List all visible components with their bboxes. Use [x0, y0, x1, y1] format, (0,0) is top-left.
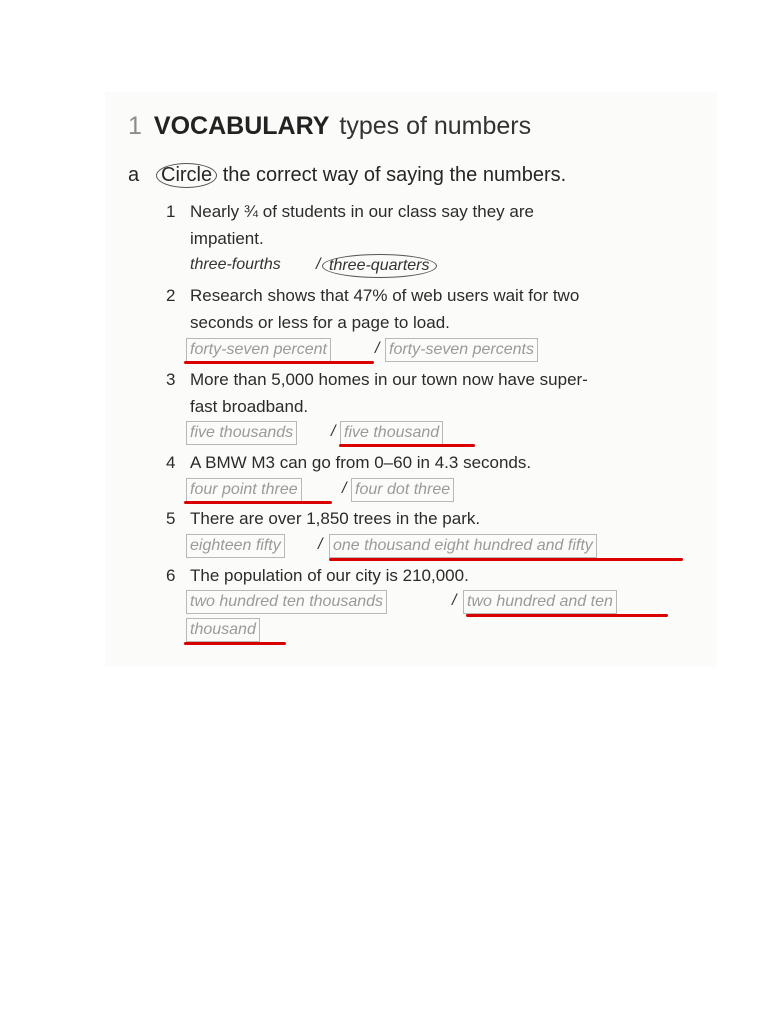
exercise-letter: a: [128, 164, 140, 186]
answer-option[interactable]: five thousands: [186, 421, 297, 445]
option-separator: /: [316, 256, 321, 273]
item-number: 2: [166, 286, 176, 305]
item-number: 5: [166, 509, 176, 528]
item-text-line: More than 5,000 homes in our town now have super-: [190, 370, 588, 389]
item-number: 4: [166, 453, 176, 472]
item-text-line: Research shows that 47% of web users wait for two: [190, 286, 580, 305]
option-separator: /: [331, 423, 336, 440]
option-separator: /: [342, 480, 347, 497]
item-text-line: There are over 1,850 trees in the park.: [190, 509, 481, 528]
answer-option-circled[interactable]: three-quarters: [322, 254, 437, 278]
instruction-text: the correct way of saying the numbers.: [222, 164, 567, 186]
item-text-line: Nearly ¾ of students in our class say they are: [190, 202, 534, 221]
answer-option[interactable]: two hundred ten thousands: [186, 590, 387, 614]
section-subtitle: types of numbers: [339, 112, 532, 140]
section-number: 1: [128, 112, 142, 140]
section-heading: [128, 112, 531, 141]
selected-answer-underline: [466, 614, 668, 617]
selected-answer-underline: [339, 444, 475, 447]
answer-option[interactable]: four point three: [186, 478, 302, 502]
circled-word: Circle: [156, 163, 217, 188]
answer-option[interactable]: two hundred and ten: [463, 590, 617, 614]
exercise-instruction: [128, 163, 566, 188]
option-separator: /: [318, 536, 323, 553]
selected-answer-underline: [329, 558, 683, 561]
answer-option-continued[interactable]: thousand: [186, 618, 260, 642]
item-number: 3: [166, 370, 176, 389]
selected-answer-underline: [184, 501, 332, 504]
item-number: 6: [166, 566, 176, 585]
option-separator: /: [375, 340, 380, 357]
item-text-line: The population of our city is 210,000.: [190, 566, 469, 585]
answer-option[interactable]: four dot three: [351, 478, 454, 502]
item-text-line: seconds or less for a page to load.: [190, 313, 450, 332]
selected-answer-underline: [184, 361, 374, 364]
item-number: 1: [166, 202, 176, 221]
answer-option[interactable]: five thousand: [340, 421, 443, 445]
answer-option[interactable]: three-fourths: [190, 256, 281, 273]
selected-answer-underline: [184, 642, 286, 645]
answer-option[interactable]: forty-seven percents: [385, 338, 538, 362]
option-separator: /: [452, 592, 457, 609]
answer-option[interactable]: forty-seven percent: [186, 338, 331, 362]
answer-option[interactable]: one thousand eight hundred and fifty: [329, 534, 597, 558]
item-text-line: A BMW M3 can go from 0–60 in 4.3 seconds.: [190, 453, 532, 472]
item-text-line: impatient.: [190, 229, 264, 248]
answer-option[interactable]: eighteen fifty: [186, 534, 285, 558]
item-text-line: fast broadband.: [190, 397, 309, 416]
section-title: VOCABULARY: [153, 112, 330, 140]
